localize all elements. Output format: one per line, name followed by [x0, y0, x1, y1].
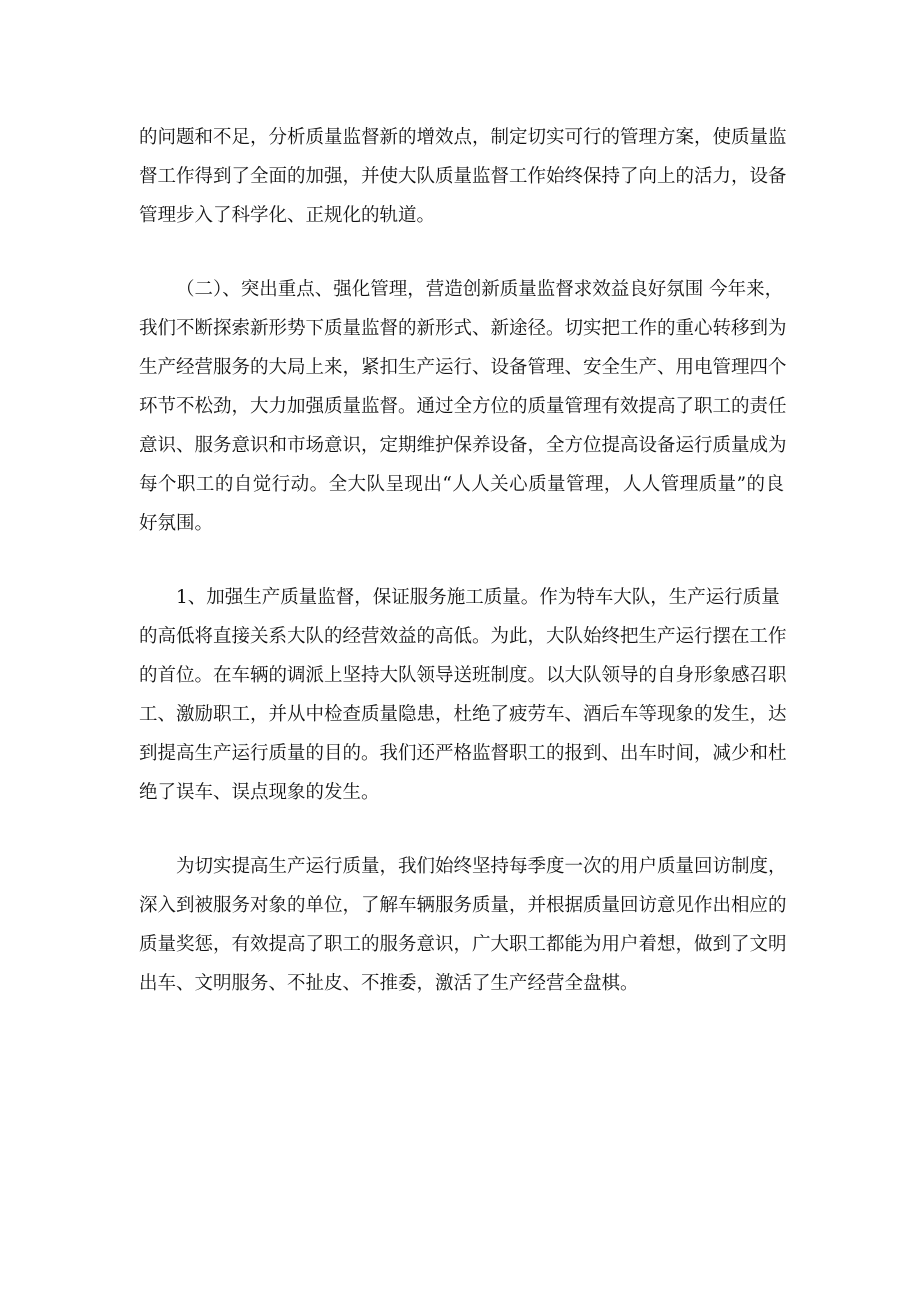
- text-line: 的首位。在车辆的调派上坚持大队领导送班制度。以大队领导的自身形象感召职: [139, 665, 787, 686]
- paragraph-4: [139, 847, 787, 1003]
- text-line: 的高低将直接关系大队的经营效益的高低。为此，大队始终把生产运行摆在工作: [139, 626, 787, 647]
- text-line: 管理步入了科学化、正规化的轨道。: [139, 205, 436, 226]
- text-line: 好氛围。: [139, 513, 214, 534]
- text-line: 的问题和不足，分析质量监督新的增效点，制定切实可行的管理方案，使质量监: [139, 127, 787, 148]
- text-line: 生产经营服务的大局上来，紧扣生产运行、设备管理、安全生产、用电管理四个: [139, 357, 787, 378]
- text-line: 意识、服务意识和市场意识，定期维护保养设备，全方位提高设备运行质量成为: [139, 435, 787, 456]
- text-line: 环节不松劲，大力加强质量监督。通过全方位的质量管理有效提高了职工的责任: [139, 396, 787, 417]
- text-line: 每个职工的自觉行动。全大队呈现出“人人关心质量管理，人人管理质量”的良: [139, 474, 784, 495]
- paragraph-2: [139, 270, 787, 543]
- text-line: 督工作得到了全面的加强，并使大队质量监督工作始终保持了向上的活力，设备: [139, 166, 787, 187]
- paragraph-3: [139, 578, 787, 812]
- text-line: 绝了误车、误点现象的发生。: [139, 782, 380, 803]
- text-line: 我们不断探索新形势下质量监督的新形式、新途径。切实把工作的重心转移到为: [139, 318, 787, 339]
- text-line: （二）、突出重点、强化管理，营造创新质量监督求效益良好氛围 今年来，: [176, 279, 784, 300]
- text-line: 为切实提高生产运行质量，我们始终坚持每季度一次的用户质量回访制度，: [176, 856, 787, 877]
- text-line: 1、加强生产质量监督，保证服务施工质量。作为特车大队，生产运行质量: [176, 587, 780, 608]
- text-line: 工、激励职工，并从中检查质量隐患，杜绝了疲劳车、酒后车等现象的发生，达: [139, 704, 787, 725]
- text-line: 质量奖惩，有效提高了职工的服务意识，广大职工都能为用户着想，做到了文明: [139, 934, 787, 955]
- text-line: 到提高生产运行质量的目的。我们还严格监督职工的报到、出车时间，减少和杜: [139, 743, 787, 764]
- paragraph-1: [139, 118, 787, 235]
- text-line: 出车、文明服务、不扯皮、不推委，激活了生产经营全盘棋。: [139, 973, 639, 994]
- text-line: 深入到被服务对象的单位，了解车辆服务质量，并根据质量回访意见作出相应的: [139, 895, 787, 916]
- document-body: [139, 118, 787, 1003]
